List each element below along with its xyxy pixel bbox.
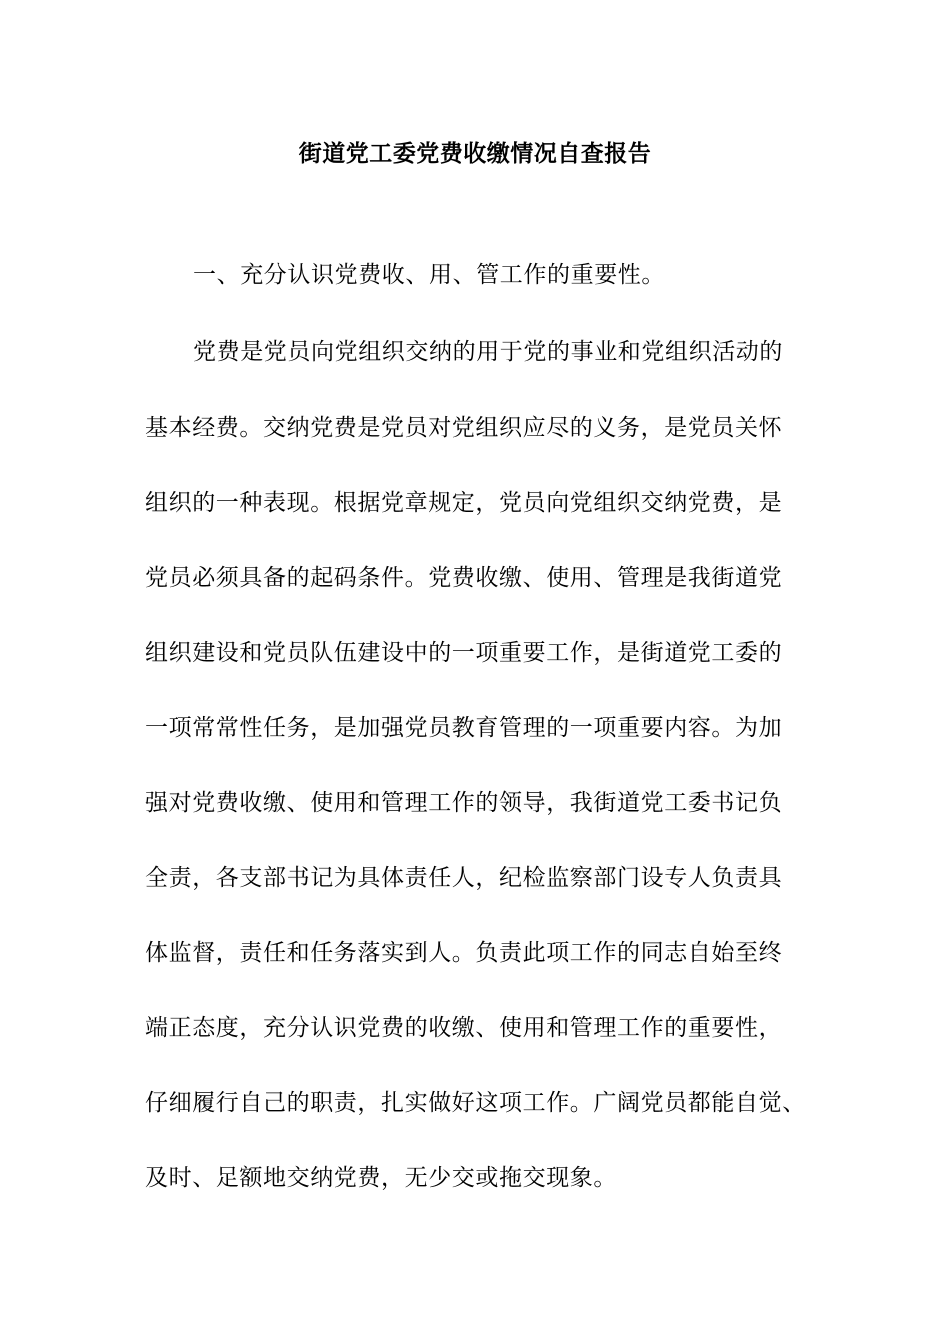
paragraph-line: 体监督，责任和任务落实到人。负责此项工作的同志自始至终 bbox=[145, 940, 783, 966]
paragraph-line: 全责，各支部书记为具体责任人，纪检监察部门设专人负责具 bbox=[145, 865, 783, 891]
paragraph-line: 党费是党员向党组织交纳的用于党的事业和党组织活动的 bbox=[193, 339, 783, 365]
paragraph-line: 一项常常性任务，是加强党员教育管理的一项重要内容。为加 bbox=[145, 715, 783, 741]
paragraph-line: 基本经费。交纳党费是党员对党组织应尽的义务，是党员关怀 bbox=[145, 415, 783, 441]
paragraph-line: 组织的一种表现。根据党章规定，党员向党组织交纳党费，是 bbox=[145, 490, 783, 516]
paragraph-line: 组织建设和党员队伍建设中的一项重要工作，是街道党工委的 bbox=[145, 640, 783, 666]
paragraph-line: 党员必须具备的起码条件。党费收缴、使用、管理是我街道党 bbox=[145, 565, 783, 591]
paragraph-line: 强对党费收缴、使用和管理工作的领导，我街道党工委书记负 bbox=[145, 790, 783, 816]
paragraph-line: 端正态度，充分认识党费的收缴、使用和管理工作的重要性， bbox=[145, 1015, 783, 1041]
section-heading: 一、充分认识党费收、用、管工作的重要性。 bbox=[193, 262, 665, 288]
paragraph-line: 及时、足额地交纳党费，无少交或拖交现象。 bbox=[145, 1165, 617, 1191]
document-title: 街道党工委党费收缴情况自查报告 bbox=[298, 140, 652, 167]
paragraph-line: 仔细履行自己的职责，扎实做好这项工作。广阔党员都能自觉、 bbox=[145, 1090, 806, 1116]
